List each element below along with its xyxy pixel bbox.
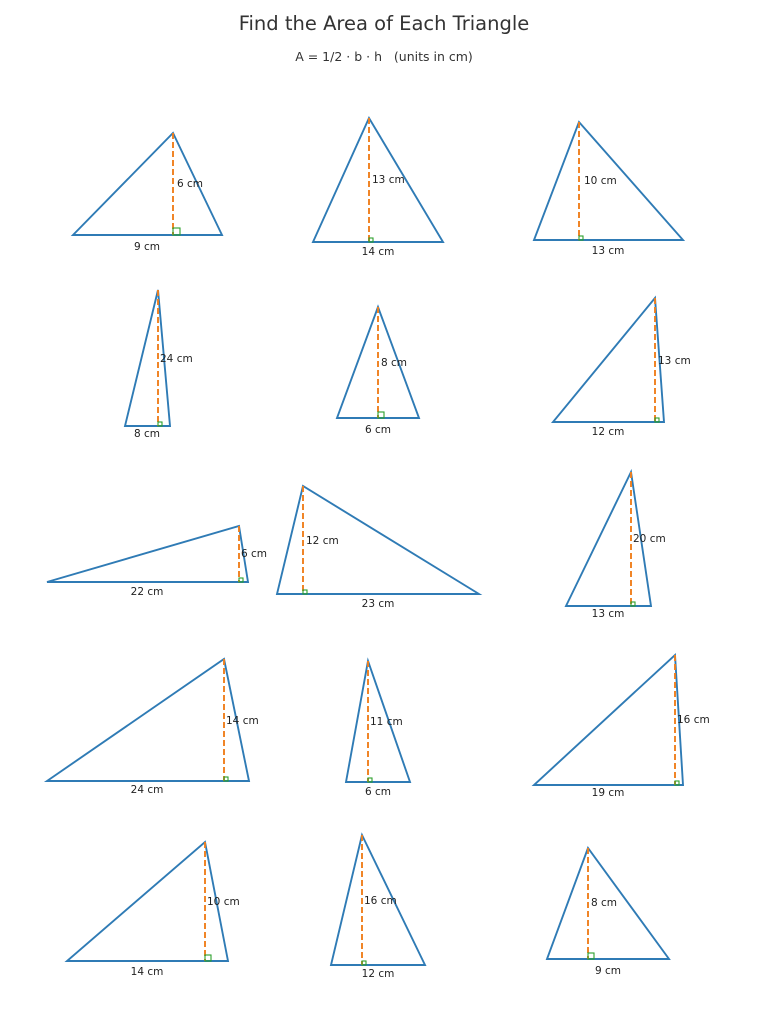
triangle-problem-13 — [67, 842, 240, 978]
triangle-shape — [553, 298, 664, 422]
triangle-shape — [47, 659, 249, 781]
height-label: 12 cm — [306, 535, 339, 547]
triangle-shape — [534, 655, 683, 785]
base-label: 24 cm — [130, 784, 164, 796]
triangle-problem-14 — [331, 835, 425, 980]
triangle-problem-8 — [277, 486, 479, 610]
base-label: 6 cm — [364, 424, 392, 436]
triangle-shape — [47, 526, 248, 582]
base-label: 6 cm — [364, 786, 392, 798]
height-label: 16 cm — [364, 895, 397, 907]
height-label: 6 cm — [241, 548, 268, 560]
height-label: 10 cm — [207, 896, 240, 908]
base-label: 9 cm — [594, 965, 622, 977]
right-angle-marker — [173, 228, 180, 235]
base-label: 14 cm — [361, 246, 395, 258]
height-label: 13 cm — [372, 174, 405, 186]
triangle-problem-6 — [553, 298, 691, 438]
base-label: 12 cm — [591, 426, 625, 438]
triangle-problem-5 — [337, 307, 419, 436]
height-label: 8 cm — [591, 897, 618, 909]
height-label: 16 cm — [677, 714, 710, 726]
triangle-problem-12 — [534, 655, 710, 799]
triangle-problems-grid — [47, 118, 710, 980]
base-label: 9 cm — [133, 241, 161, 253]
triangle-problem-11 — [346, 661, 410, 798]
base-label: 23 cm — [361, 598, 395, 610]
base-label: 14 cm — [130, 966, 164, 978]
height-label: 6 cm — [177, 178, 204, 190]
triangle-shape — [67, 842, 228, 961]
height-label: 24 cm — [160, 353, 193, 365]
height-label: 13 cm — [658, 355, 691, 367]
height-label: 14 cm — [226, 715, 259, 727]
base-label: 19 cm — [591, 787, 625, 799]
worksheet-title: Find the Area of Each Triangle — [238, 12, 530, 35]
triangle-problem-4 — [125, 290, 193, 440]
base-label: 8 cm — [133, 428, 161, 440]
triangle-problem-2 — [313, 118, 443, 258]
base-label: 22 cm — [130, 586, 164, 598]
triangle-problem-1 — [73, 133, 222, 253]
area-formula: A = 1/2 · b · h (units in cm) — [295, 49, 473, 64]
base-label: 12 cm — [361, 968, 395, 980]
triangle-problem-9 — [566, 472, 666, 620]
height-label: 10 cm — [584, 175, 617, 187]
height-label: 20 cm — [633, 533, 666, 545]
triangle-problem-3 — [534, 122, 683, 257]
height-label: 11 cm — [370, 716, 403, 728]
height-label: 8 cm — [381, 357, 408, 369]
triangle-problem-15 — [547, 848, 669, 977]
triangle-problem-7 — [47, 526, 267, 598]
base-label: 13 cm — [591, 245, 625, 257]
triangle-problem-10 — [47, 659, 259, 796]
base-label: 13 cm — [591, 608, 625, 620]
